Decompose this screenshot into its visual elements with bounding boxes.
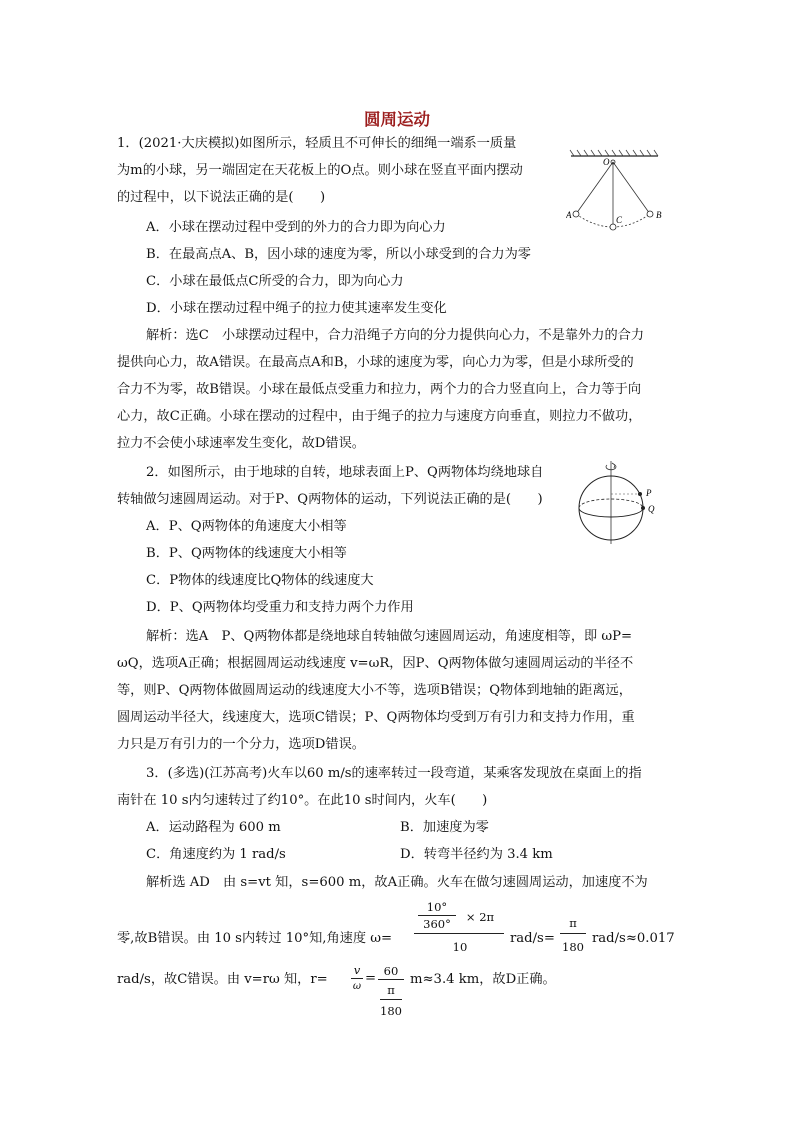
q2-option-a: A．P、Q两物体的角速度大小相等	[146, 519, 347, 534]
r-v-bar	[351, 978, 363, 979]
q1-option-b: B．在最高点A、B，因小球的速度为零，所以小球受到的合力为零	[146, 247, 531, 262]
q3-analysis-line-3-left: rad/s，故C错误。由 v=rω 知，r=	[117, 972, 328, 987]
q2-analysis-line-4: 圆周运动半径大，线速度大，选项C错误；P、Q两物体均受到万有引力和支持力作用，重	[117, 710, 635, 725]
q1-analysis-line-2: 提供向心力，故A错误。在最高点A和B，小球的速度为零，向心力为零，但是小球所受的	[117, 355, 634, 370]
r-eq: =	[365, 971, 377, 986]
q2-analysis-line-1: 解析：选A P、Q两物体都是绕地球自转轴做匀速圆周运动，角速度相等，即 ωP=	[146, 629, 633, 644]
earth-diagram	[574, 458, 664, 548]
pi-bar	[560, 933, 586, 934]
r-den: 180	[380, 1004, 402, 1018]
label-o: O	[603, 157, 610, 167]
omega-main-bar	[414, 933, 504, 934]
q3-option-c: C．角速度约为 1 rad/s	[146, 847, 286, 862]
q1-analysis-line-5: 拉力不会使小球速率发生变化，故D错误。	[117, 436, 365, 451]
r-omega: ω	[352, 981, 362, 992]
r-v: v	[353, 963, 361, 977]
q3-stem-line-1: 3．(多选)(江苏高考)火车以60 m/s的速率转过一段弯道，某乘客发现放在桌面上的指	[146, 766, 642, 781]
q1-analysis-line-4: 心力，故C正确。小球在摆动的过程中，由于绳子的拉力与速度方向垂直，则拉力不做功，	[117, 409, 642, 424]
pendulum-diagram	[566, 148, 676, 240]
q2-analysis-line-5: 力只是万有引力的一个分力，选项D错误。	[117, 737, 365, 752]
q1-option-d: D．小球在摆动过程中绳子的拉力使其速率发生变化	[146, 301, 447, 316]
pi-num: π	[569, 916, 577, 930]
q3-analysis-line-2-unit: rad/s=	[510, 931, 555, 946]
label-b: B	[656, 210, 662, 220]
q1-stem-line-3: 的过程中，以下说法正确的是( )	[117, 190, 326, 205]
q3-option-a: A．运动路程为 600 m	[146, 820, 281, 835]
q3-option-b: B．加速度为零	[400, 820, 489, 835]
q2-stem-line-2: 转轴做匀速圆周运动。对于P、Q两物体的运动，下列说法正确的是( )	[117, 492, 543, 507]
omega-times: × 2π	[465, 910, 495, 924]
omega-inner-num: 10°	[426, 900, 448, 914]
q3-analysis-line-2-right: rad/s≈0.017	[592, 931, 675, 946]
r-inner-bar	[380, 999, 402, 1000]
q2-option-b: B．P、Q两物体的线速度大小相等	[146, 546, 347, 561]
label-q: Q	[648, 504, 655, 514]
q1-analysis-line-1: 解析：选C 小球摆动过程中，合力沿绳子方向的分力提供向心力，不是靠外力的合力	[146, 328, 645, 343]
q2-stem-line-1: 2．如图所示，由于地球的自转，地球表面上P、Q两物体均绕地球自	[146, 465, 544, 480]
q1-option-c: C．小球在最低点C所受的合力，即为向心力	[146, 274, 404, 289]
page-title: 圆周运动	[364, 110, 430, 129]
q1-stem-line-1: 1．(2021·大庆模拟)如图所示，轻质且不可伸长的细绳一端系一质量	[117, 136, 517, 151]
q3-analysis-line-1: 解析选 AD 由 s=vt 知，s=600 m，故A正确。火车在做匀速圆周运动，加速度不为	[146, 875, 648, 890]
pi-den: 180	[562, 940, 584, 954]
q3-option-d: D．转弯半径约为 3.4 km	[400, 847, 553, 862]
label-p: P	[646, 488, 652, 498]
q1-option-a: A．小球在摆动过程中受到的外力的合力即为向心力	[146, 220, 446, 235]
r-pi: π	[387, 983, 395, 997]
label-c: C	[616, 215, 623, 225]
omega-inner-bar	[418, 915, 456, 916]
q3-analysis-line-2-left: 零,故B错误。由 10 s内转过 10°知,角速度 ω=	[117, 931, 393, 946]
q1-stem-line-2: 为m的小球，另一端固定在天花板上的O点。则小球在竖直平面内摆动	[117, 163, 523, 178]
label-a: A	[566, 210, 572, 220]
omega-main-den: 10	[452, 940, 468, 954]
r-main-bar	[378, 979, 404, 980]
q2-option-c: C．P物体的线速度比Q物体的线速度大	[146, 573, 374, 588]
q2-option-d: D．P、Q两物体均受重力和支持力两个力作用	[146, 600, 414, 615]
q3-analysis-line-3-right: m≈3.4 km，故D正确。	[410, 972, 556, 987]
q1-analysis-line-3: 合力不为零，故B错误。小球在最低点受重力和拉力，两个力的合力竖直向上，合力等于向	[117, 382, 641, 397]
r-num: 60	[383, 964, 399, 978]
q2-analysis-line-2: ωQ，选项A正确；根据圆周运动线速度 v=ωR，因P、Q两物体做匀速圆周运动的半径不	[117, 656, 634, 671]
q2-analysis-line-3: 等，则P、Q两物体做圆周运动的线速度大小不等，选项B错误；Q物体到地轴的距离远，	[117, 683, 632, 698]
q3-stem-line-2: 南针在 10 s内匀速转过了约10°。在此10 s时间内，火车( )	[117, 793, 488, 808]
omega-inner-den: 360°	[423, 917, 451, 931]
